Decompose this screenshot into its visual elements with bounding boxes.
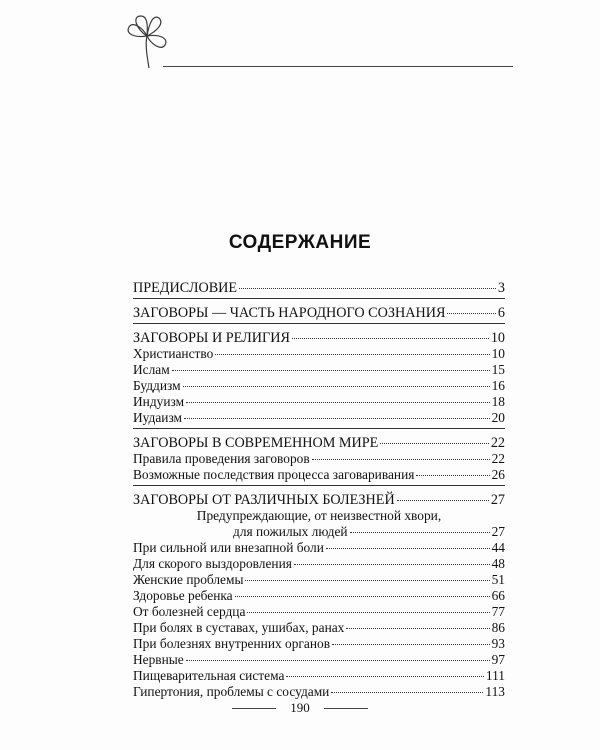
toc-entry-label: Индуизм (133, 394, 185, 409)
toc-entry[interactable] (133, 572, 505, 588)
toc-page-number: 27 (491, 524, 505, 539)
toc-page-number: 10 (491, 346, 505, 361)
dot-leader (346, 628, 489, 629)
dot-leader (172, 370, 490, 371)
toc-entry[interactable] (133, 524, 505, 540)
dot-leader (326, 548, 490, 549)
toc-entry-label: ЗАГОВОРЫ И РЕЛИГИЯ (133, 330, 290, 346)
toc-page-number: 6 (497, 305, 505, 321)
dot-leader (286, 676, 483, 677)
toc-entry-label: Нервные (133, 652, 184, 667)
toc-entry-label: ПРЕДИСЛОВИЕ (133, 280, 238, 296)
dot-leader (292, 338, 489, 339)
toc-entry-label: При болях в суставах, ушибах, ранах (133, 620, 345, 635)
dot-leader (235, 596, 490, 597)
toc-section-entry[interactable] (133, 492, 505, 508)
toc-page-number: 15 (491, 362, 505, 377)
dot-leader (239, 288, 496, 289)
toc-page-number: 48 (491, 556, 505, 571)
toc-entry-label: При сильной или внезапной боли (133, 540, 324, 555)
dot-leader (331, 692, 483, 693)
toc-entry-label: Предупреждающие, от неизвестной хвори, (196, 508, 442, 523)
toc-entry-line (133, 508, 505, 524)
toc-page-number: 22 (491, 451, 505, 466)
toc-page-number: 97 (491, 652, 505, 667)
toc-entry[interactable] (133, 362, 505, 378)
dot-leader (447, 313, 495, 314)
toc-entry[interactable] (133, 451, 505, 467)
clover-icon (123, 12, 171, 70)
toc-entry[interactable] (133, 684, 505, 700)
toc-page-number: 22 (490, 435, 505, 451)
toc-page-number: 113 (485, 684, 505, 699)
toc-entry[interactable] (133, 378, 505, 394)
toc-entry[interactable] (133, 652, 505, 668)
section-divider (133, 298, 505, 299)
toc-page-number: 111 (485, 668, 505, 683)
dot-leader (215, 354, 489, 355)
toc-entry-label: ЗАГОВОРЫ — ЧАСТЬ НАРОДНОГО СОЗНАНИЯ (133, 305, 446, 321)
toc-entry-label: Гипертония, проблемы с сосудами (133, 684, 330, 699)
footer-dash-left (232, 708, 276, 709)
page-title: СОДЕРЖАНИЕ (228, 232, 372, 253)
toc-entry[interactable] (133, 346, 505, 362)
toc-page-number: 16 (491, 378, 505, 393)
toc-entry[interactable] (133, 467, 505, 483)
toc-entry-label: ЗАГОВОРЫ ОТ РАЗЛИЧНЫХ БОЛЕЗНЕЙ (133, 492, 395, 508)
dot-leader (183, 386, 490, 387)
section-divider (133, 428, 505, 429)
toc-entry-label: При болезнях внутренних органов (133, 636, 331, 651)
dot-leader (416, 475, 489, 476)
toc-section-entry[interactable] (133, 435, 505, 451)
toc-page-number: 26 (491, 467, 505, 482)
header-decoration (123, 12, 513, 72)
dot-leader (247, 612, 489, 613)
toc-entry-label: Ислам (133, 362, 170, 377)
toc-entry[interactable] (133, 410, 505, 426)
page-footer (0, 700, 600, 716)
dot-leader (397, 500, 489, 501)
dot-leader (350, 532, 490, 533)
toc-entry-label: Христианство (133, 346, 214, 361)
toc-page-number: 18 (491, 394, 505, 409)
toc-page-number: 3 (497, 280, 505, 296)
toc-entry[interactable] (133, 604, 505, 620)
toc-entry[interactable] (133, 668, 505, 684)
section-divider (133, 485, 505, 486)
toc-entry-label: Здоровье ребенка (133, 588, 233, 603)
dot-leader (186, 660, 490, 661)
toc-entry-label: От болезней сердца (133, 604, 246, 619)
toc-entry-label: для пожилых людей (233, 524, 348, 539)
toc-entry-label: Буддизм (133, 378, 181, 393)
dot-leader (332, 644, 490, 645)
table-of-contents (133, 280, 505, 700)
toc-section-entry[interactable] (133, 305, 505, 321)
toc-page-number: 51 (491, 572, 505, 587)
dot-leader (312, 459, 490, 460)
page-number: 190 (290, 700, 310, 715)
toc-section-entry[interactable] (133, 280, 505, 296)
toc-page-number: 20 (491, 410, 505, 425)
toc-entry[interactable] (133, 636, 505, 652)
toc-page-number: 10 (490, 330, 505, 346)
section-divider (133, 323, 505, 324)
toc-entry-label: Иудаизм (133, 410, 183, 425)
toc-entry[interactable] (133, 588, 505, 604)
toc-entry[interactable] (133, 394, 505, 410)
dot-leader (245, 580, 489, 581)
toc-page-number: 77 (491, 604, 505, 619)
toc-page-number: 93 (491, 636, 505, 651)
toc-entry[interactable] (133, 540, 505, 556)
toc-page-number: 27 (490, 492, 505, 508)
toc-entry-label: Правила проведения заговоров (133, 451, 310, 466)
dot-leader (294, 564, 490, 565)
header-rule (163, 66, 513, 67)
toc-entry-label: Возможные последствия процесса заговаривания (133, 467, 415, 482)
toc-entry[interactable] (133, 620, 505, 636)
toc-page-number: 44 (491, 540, 505, 555)
toc-entry-label: Пищеварительная система (133, 668, 285, 683)
dot-leader (186, 402, 490, 403)
toc-entry-label: Женские проблемы (133, 572, 244, 587)
toc-section-entry[interactable] (133, 330, 505, 346)
dot-leader (380, 443, 489, 444)
toc-entry-label: ЗАГОВОРЫ В СОВРЕМЕННОМ МИРЕ (133, 435, 379, 451)
footer-dash-right (324, 708, 368, 709)
toc-page-number: 86 (491, 620, 505, 635)
dot-leader (184, 418, 490, 419)
toc-page-number: 66 (491, 588, 505, 603)
toc-entry-label: Для скорого выздоровления (133, 556, 292, 571)
toc-entry[interactable] (133, 556, 505, 572)
